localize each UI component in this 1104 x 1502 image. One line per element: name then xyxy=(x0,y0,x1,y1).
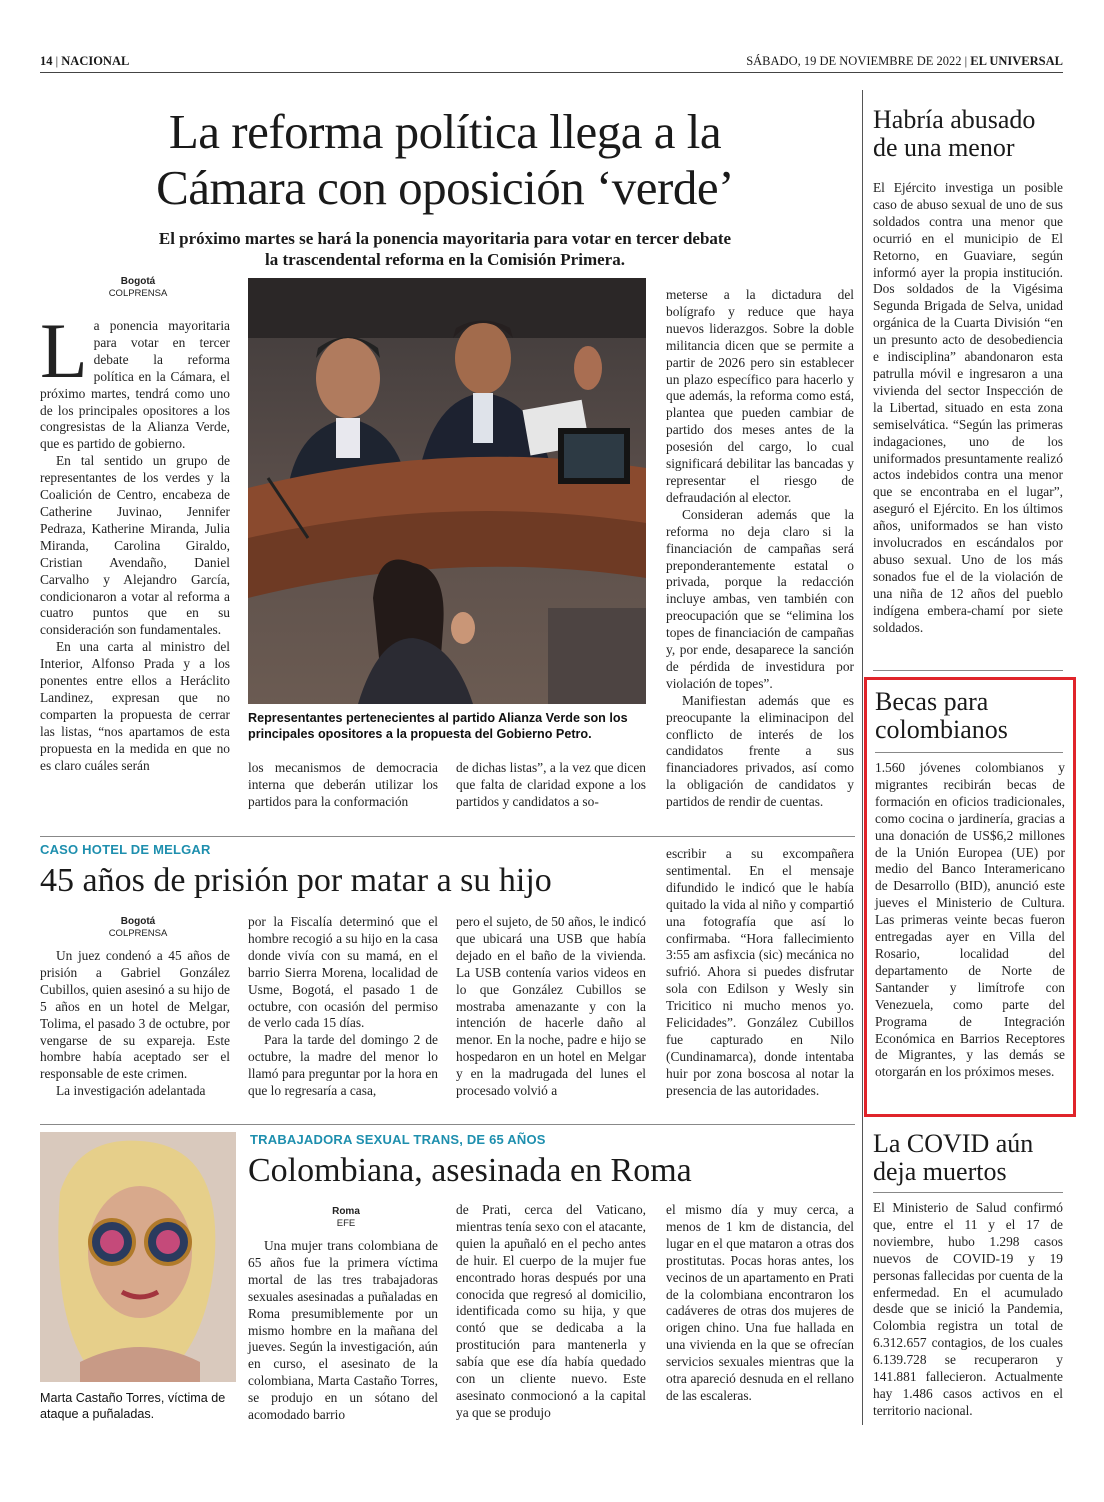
page-header xyxy=(40,54,1063,72)
rome-col3-text: el mismo día y muy cerca, a menos de 1 km de distancia, del lugar en el que mataron a otras dos prostitutas. Pocas horas antes, los vecinos de un apartamento en Prati de la colombiana encontraron los cadáveres de otras dos mujeres de origen chino. Una fue hallada en una vivienda en la que se ofrecían servicios sexuales mientras que la otra apareció desnuda en el rellano de las escaleras. xyxy=(666,1202,854,1403)
sidebar-story1-text: El Ejército investiga un posible caso de abuso sexual de uno de sus soldados contra una menor que ocurrió en el municipio de El Retorno, en Guaviare, según informó ayer la propia institución. Dos soldados de la Vigésima Segunda Brigada de Selva, unidad orgánica de la Cuarta División “en un presunto acto de desobediencia e indisciplina” abandonaron esta patrulla móvil e ingresaron a una vivienda del sector Inspección de la Libertad, situado en esta zona semiselvática. “Según las primeras indagaciones, uno de los uniformados presuntamente realizó actos indebidos contra una menor que se encontraba en el lugar”, aseguró el Ejército. En los últimos años, uniformados se han visto involucrados en escándalos por abuso sexual. Uno de los más sonados fue el de la violación de una niña de 12 años del pueblo indígena embera-chamí por siete soldados. xyxy=(873,180,1063,635)
lead-photo xyxy=(248,278,646,704)
lead-headline-line2: Cámara con oposición ‘verde’ xyxy=(156,160,734,215)
melgar-col1-paragraph-1: Un juez condenó a 45 años de prisión a Gabriel González Cubillos, quien asesinó a su hijo de 5 años en un hotel de Melgar, Tolima, el pasado 3 de octubre, por vengarse de su expareja. Este hombre había aceptado ser el responsable de este crimen. xyxy=(40,948,230,1082)
melgar-col1-paragraph-2: La investigación adelantada xyxy=(56,1083,206,1099)
byline-city: Bogotá xyxy=(120,276,156,287)
lead-column-2 xyxy=(248,760,438,811)
melgar-column-3 xyxy=(456,914,646,1100)
sidebar-story1-headline: Habría abusado de una menor xyxy=(873,105,1036,162)
lead-deck xyxy=(40,228,850,270)
byline-agency: COLPRENSA xyxy=(108,288,168,299)
rome-col2-text: de Prati, cerca del Vaticano, mientras tenía sexo con el atacante, quien la apuñaló en el pecho antes de huir. El cuerpo de la mujer fue encontrado horas después por una conocida que regresó al domicilio, identificada como su hija, y que contó que se dedicaba a la prostitución para mantenerla y sabía que ese día había quedado con un cliente nuevo. Este asesinato conmocionó a la capital ya que se produjo xyxy=(456,1202,646,1420)
melgar-col2-paragraph-1: por la Fiscalía determinó que el hombre recogió a su hijo en la casa donde vivía con su mamá, en el barrio Sierra Morena, localidad de Usme, Bogotá, el pasado 1 de octubre, con ocasión del permiso de verlo cada 15 días. xyxy=(248,914,438,1031)
section-rule-rome xyxy=(40,1124,855,1125)
rome-photo-caption: Marta Castaño Torres, víctima de ataque a puñaladas. xyxy=(40,1391,226,1421)
melgar-column-4 xyxy=(666,846,854,1100)
sidebar-story2-text: 1.560 jóvenes colombianos y migrantes recibirán becas de formación en oficios tradicionales, como cocina o jardinería, gracias a una donación de US$6,2 millones de la Unión Europea (UE) por medio del Banco Interamericano de Desarrollo (BID), anunció este jueves el Ministerio de Cultura. Las primeras veinte becas fueron entregadas ayer en Villa del Rosario, localidad del departamento de Norte de Santander y limítrofe con Venezuela, como parte del Programa de Integración Económica en Barrios Receptores de Migrantes, y las demás se otorgarán en los próximos meses. xyxy=(875,760,1065,1080)
header-right xyxy=(746,54,1063,69)
lead-byline xyxy=(40,276,236,300)
byline-agency: EFE xyxy=(336,1218,356,1229)
melgar-column-2 xyxy=(248,914,438,1100)
sidebar-story1 xyxy=(873,180,1063,636)
rome-column-1 xyxy=(248,1238,438,1424)
lead-col1-text-1: a ponencia mayoritaria para votar en tercer debate la reforma política en la Cámara, el próximo martes, tendrá como uno de los principales opositores a los congresistas de la Alianza Verde, que es partido de gobierno. xyxy=(40,318,230,452)
sidebar-story3-headline: La COVID aún deja muertos xyxy=(873,1129,1034,1186)
melgar-col4-text: escribir a su excompañera sentimental. En el mensaje difundido le indicó que le había quitado la vida al niño y compartió una fotografía que así lo confirmaba. “Hora fallecimiento 3:55 am asfixcia (sic) mecánica no sufrió. Ahora si puedes disfrutar sola con Edilson y Wesly sin Tricitico ni mucho menos yo. Felicidades”. González Cubillos fue capturado en Nilo (Cundinamarca), donde intentaba huir por zona boscosa al notar la presencia de las autoridades. xyxy=(666,846,854,1098)
rome-col1-text: Una mujer trans colombiana de 65 años fue la primera víctima mortal de las tres trabajadoras sexuales asesinadas a puñaladas en Roma presumiblemente por un mismo hombre en la mañana del jueves. Según la investigación, aún en curso, el asesinato de la colombiana, Marta Castaño Torres, se produjo en un sótano del acomodado barrio xyxy=(248,1238,438,1423)
rome-byline xyxy=(248,1206,444,1230)
sidebar-story3-text: El Ministerio de Salud confirmó que, entre el 11 y el 17 de noviembre, hubo 1.298 casos nuevos de COVID-19 y 19 personas fallecidas por cuenta de la enfermedad. En el acumulado desde que se inició la Pandemia, Colombia registra un total de 6.312.657 contagios, de los cuales 6.139.728 se recuperaron y 141.881 fallecieron. Actualmente hay 1.486 casos activos en el territorio nacional. xyxy=(873,1200,1063,1418)
lead-headline xyxy=(40,104,850,216)
sidebar-story2-headline: Becas para colombianos xyxy=(875,687,1008,744)
lead-col4-paragraph-2: Consideran además que la reforma no deja claro si la financiación de campañas será preponderantemente estatal o privada, porque la redacción incluye ambas, ven también con preocupación que se “elimina los topes de financiación de campañas y, por ende, desaparece la sanción de pérdida de investidura por violación de topes”. xyxy=(666,506,854,691)
melgar-byline xyxy=(40,916,236,940)
melgar-col2-paragraph-2: Para la tarde del domingo 2 de octubre, la madre del menor lo llamó para preguntar por la hora en que lo regresaría a casa, xyxy=(248,1032,438,1099)
sidebar-rule-3 xyxy=(873,1192,1063,1193)
byline-agency: COLPRENSA xyxy=(108,928,168,939)
header-rule xyxy=(40,72,1063,73)
sidebar-story3 xyxy=(873,1200,1063,1420)
lead-col1-paragraph-2: En tal sentido un grupo de representantes de los verdes y la Coalición de Centro, encabeza de Catherine Juvinao, Jennifer Pedraza, Katherine Miranda, Julia Miranda, Carolina Giraldo, Cristian Avendaño, Daniel Carvalho y Alejandro García, condicionaron a votar al reforma a cuatro puntos que en su consideración son fundamentales. xyxy=(40,453,230,638)
lead-headline-line1: La reforma política llega a la xyxy=(168,104,722,159)
lead-column-4 xyxy=(666,287,854,811)
sidebar-rule-1 xyxy=(873,670,1063,671)
lead-col3-text: de dichas listas”, a la vez que dicen que falta de claridad expone a los partidos y candidatos a so- xyxy=(456,760,646,809)
sidebar-story2 xyxy=(875,760,1065,1081)
header-separator-right: | xyxy=(964,54,971,68)
issue-date: SÁBADO, 19 DE NOVIEMBRE DE 2022 xyxy=(746,54,962,68)
rome-photo xyxy=(40,1132,236,1382)
header-separator: | xyxy=(55,54,62,68)
melgar-column-1 xyxy=(40,948,230,1100)
lead-deck-line2: la trascendental reforma en la Comisión Primera. xyxy=(265,250,625,269)
lead-col4-paragraph-3: Manifiestan además que es preocupante la eliminacipon del conflicto de interés de los candidatos frente a sus financiadores privados, así como la obligación de candidatos y partidos de rendir de cuentas. xyxy=(666,692,854,810)
rome-column-3 xyxy=(666,1202,854,1405)
rome-headline: Colombiana, asesinada en Roma xyxy=(248,1152,692,1189)
lead-col4-paragraph-1: meterse a la dictadura del bolígrafo y reduce que haya nuevos liderazgos. Sobre la doble militancia dicen que se permite a partir de 2026 pero sin establecer un plazo específico para hacerlo y que además, la reforma como está, plantea que pueden cambiar de partido dos meses antes de la posesión del cargo, lo cual significará debilitar las bancadas y representar el riesgo de defraudación al elector. xyxy=(666,287,854,505)
section-name: NACIONAL xyxy=(61,54,130,68)
dropcap: L xyxy=(40,307,88,394)
rome-column-2 xyxy=(456,1202,646,1422)
lead-col2-text: los mecanismos de democracia interna que deberán utilizar los partidos para la conformación xyxy=(248,760,438,809)
lead-column-3 xyxy=(456,760,646,811)
lead-photo-caption: Representantes pertenecientes al partido Alianza Verde son los principales opositores a la propuesta del Gobierno Petro. xyxy=(248,711,628,741)
congress-photo-illustration xyxy=(248,278,646,704)
sidebar-divider xyxy=(862,90,863,1425)
lead-deck-line1: El próximo martes se hará la ponencia mayoritaria para votar en tercer debate xyxy=(158,229,732,248)
sidebar-rule-2 xyxy=(875,752,1063,753)
melgar-col3-text: pero el sujeto, de 50 años, le indicó que ubicará una USB que había dejado en el baño de la vivienda. La USB contenía varios videos en lo que González Cubillos se mostraba amenazante y con la intención de hacerle daño al menor. En la noche, padre e hijo se hospedaron en un hotel en Melgar y en la madrugada del lunes el procesado volvió a xyxy=(456,914,646,1099)
melgar-kicker: CASO HOTEL DE MELGAR xyxy=(40,842,211,857)
section-rule-melgar xyxy=(40,836,855,837)
lead-col1-paragraph-1 xyxy=(40,307,230,453)
byline-city: Bogotá xyxy=(120,916,156,927)
lead-column-1 xyxy=(40,307,230,774)
rome-kicker: TRABAJADORA SEXUAL TRANS, DE 65 AÑOS xyxy=(250,1132,546,1147)
melgar-headline: 45 años de prisión por matar a su hijo xyxy=(40,862,552,899)
portrait-photo-illustration xyxy=(40,1132,236,1382)
lead-col1-paragraph-3: En una carta al ministro del Interior, Alfonso Prada y a los ponentes entre ellos a Heráclito Landinez, expresan que no comparten la propuesta de cerrar las listas, “nos apartamos de esta propuesta en la medida en que no es claro cuáles serán xyxy=(40,639,230,773)
byline-city: Roma xyxy=(332,1206,360,1217)
paper-name: EL UNIVERSAL xyxy=(970,54,1063,68)
page-number: 14 xyxy=(40,54,53,68)
